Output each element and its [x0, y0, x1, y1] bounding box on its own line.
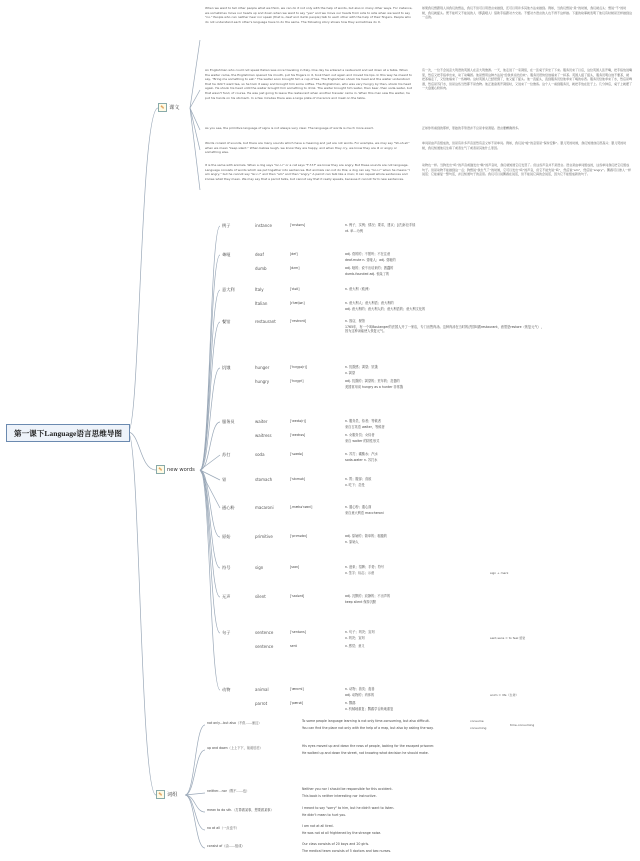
word-phonetic: [ˌmækəˈrəʊni] — [290, 505, 313, 509]
word-chinese: 聋哑 — [222, 252, 231, 257]
paragraph-en-5: It is the same with animals. When a dog says "Gr-r-r" or a cat says "F-f-f-f" we know they are angry. But these sounds are not language. Language consists of words which we put together into sentences. But animals can not do this; a dog can say "Gr-r-r" when he means "I am angry," but he cannot say "Gr-r-r" and then "am" and then "angry." A parrot can talk like a man; it can repeat whole sentences and knows what they mean. We may say that a parrot talks, but cannot say that it really speaks, because it cannot form new sentences. — [205, 163, 410, 181]
phrase-example-2: You can find the place not only with the help of a map, but also by asking the way. — [302, 726, 434, 730]
word-sub-2: adj. 意大利的；意大利人的；意大利语的；意大利文化的 — [345, 307, 426, 311]
phrase-extra-3: time-consuming — [510, 723, 535, 727]
phrase-example-1: Our class consists of 20 boys and 20 girls. — [302, 842, 370, 846]
word-phonetic-2: [ˈweɪtrəs] — [290, 433, 306, 437]
phrase-title: no at all（一点也不） — [207, 826, 240, 830]
word-meaning: n. 例子，实例；情况；要求，建议；[法]诉讼手续 — [345, 223, 416, 227]
word-extra: sent,sens = to feel 感觉 — [490, 636, 526, 640]
pencil-icon: ✎ — [156, 465, 165, 474]
word-english: instance — [255, 223, 272, 228]
word-english: soda — [255, 452, 265, 457]
word-sub: adj. 动物的；肉体的 — [345, 693, 375, 697]
word-english-2: sentence — [255, 644, 274, 649]
branch-new-words-label: new words — [167, 466, 195, 473]
word-english: primitive — [255, 534, 273, 539]
phrase-extra-2: consuming — [470, 726, 487, 730]
word-english: hunger — [255, 365, 270, 370]
phrase-example-1: I am not at all tired. — [302, 824, 334, 828]
branch-new-words — [156, 465, 195, 474]
word-meaning: adj. 沉默的；寂静的；不出声的 — [345, 594, 391, 598]
word-phonetic: [ˈhʌŋɡə(r)] — [290, 365, 308, 369]
word-english: sign — [255, 565, 264, 570]
phrase-example-2: This book is neither interesting nor instructive. — [302, 794, 377, 798]
word-meaning-2: adj. 哑的；说不出话来的；愚蠢的 — [345, 266, 394, 270]
word-meaning: n. 苏打；碳酸水；汽水 — [345, 452, 378, 456]
word-sub-2: 美国常用词 hungry as a hunter 非常饿 — [345, 385, 403, 389]
word-sub-2: 来自 waiter 的阴性形式 — [345, 439, 380, 443]
word-chinese: 原始 — [222, 534, 231, 539]
word-meaning: adj. 原始的；简单的；粗糙的 — [345, 534, 387, 538]
word-english: silent — [255, 594, 266, 599]
word-meaning: n. 迹象；招牌；手势；符号 — [345, 565, 385, 569]
phrase-title: not only…but also（不但……而且） — [207, 721, 262, 725]
word-english: deaf — [255, 252, 264, 257]
word-chinese: 意大利 — [222, 287, 235, 292]
phrase-title: consist of（由……组成） — [207, 844, 245, 848]
word-phonetic: [saɪn] — [290, 565, 300, 569]
word-phonetic: [ˈɪtəli] — [290, 287, 300, 291]
word-english: restaurant — [255, 319, 276, 324]
branch-text-label: 课文 — [169, 105, 180, 111]
word-english: waiter — [255, 419, 268, 424]
phrase-title: up and down（上上下下，前前后后） — [207, 746, 263, 750]
word-phonetic-2: sent — [290, 644, 297, 648]
pencil-icon: ✎ — [156, 790, 165, 799]
word-meaning: adj. 聋的的；不愿听；不在注意 — [345, 252, 391, 256]
word-sub: v. 签字；标志；示意 — [345, 571, 375, 575]
word-phonetic: [ˈsentəns] — [290, 630, 306, 634]
word-meaning: n. 句子；判决；宣判 — [345, 630, 375, 634]
word-sub: soda-water n. 苏打水 — [345, 458, 378, 462]
word-chinese: 饥饿 — [222, 365, 231, 370]
word-phonetic: [ˈsaɪlənt] — [290, 594, 305, 598]
word-meaning: n. 胃；腹部；食欲 — [345, 477, 372, 481]
word-meaning: n. 动物；兽类；禽兽 — [345, 687, 375, 691]
word-chinese: 句子 — [222, 630, 231, 635]
branch-phrases-label: 词组 — [167, 792, 178, 798]
word-sub: 1765年，有一个叫Boulanger的法国人开了一家店，专门出售肉汤。这种肉汤在当时的法国叫做restaurant，意思是restore（恢复元气），因为这种汤能使人恢复元气。 — [345, 325, 544, 334]
phrase-example-2: He was not at all frightened by the strange noise. — [302, 831, 382, 835]
word-english-2: parrot — [255, 701, 268, 706]
phrase-example-1: Neither you nor I should be responsible for this accident. — [302, 787, 393, 791]
word-phonetic-2: [ˈpærət] — [290, 701, 304, 705]
word-sub: 来自古英语 waiter，等候者 — [345, 425, 385, 429]
word-english: stomach — [255, 477, 273, 482]
word-english-2: hungry — [255, 379, 270, 384]
word-meaning-2: v. 感觉；意义 — [345, 644, 365, 648]
paragraph-en-2: An Englishman who could not speak Italian was once traveling in Italy. One day he entered a restaurant and sat down at a table. When the waiter came, the Englishman opened his mouth, put his fingers in it, took them out again and moved his lips. In this way he meant to say, "Bring me something to eat." The waiter soon brought him a cup of tea. The Englishman shook his head and the waiter understood that he didn't want tea, so he took it away and brought him some coffee. The Englishman, who was very hungry by then, shook his head again. He shook his head until the waiter brought him something to drink. The waiter brought him water, then beer, then soda-water, but that wasn't food, of course. He was just going to leave the restaurant when another traveler came in. When this man saw the waiter, he put his hands on his stomach. In a few minutes there was a large plate of macaroni and meat on the table. — [205, 68, 413, 100]
word-chinese: 例子 — [222, 223, 231, 228]
paragraph-en-3: As you see, the primitive language of signs is not always very clear. The language of words is much more exact. — [205, 126, 374, 130]
word-english: Italy — [255, 287, 264, 292]
word-meaning-2: adj. 饥饿的；渴望的；荒年的；贪婪的 — [345, 379, 400, 383]
word-phonetic: [ˈrestrɒnt] — [290, 319, 307, 323]
word-chinese: 通心粉 — [222, 505, 235, 510]
word-english-2: Italian — [255, 301, 268, 306]
word-meaning: n. 服务员，侍者；等候者 — [345, 419, 381, 423]
word-extra: anim = life（生命） — [490, 693, 519, 697]
paragraph-cn-2: 有一次，一位不会说意大利语的英国人在意大利旅游。一天，他走进了一家餐馆，在一张桌子旁坐了下来。服务员来了以后，这位英国人张开嘴，把手指放进嘴里，然后又把手指拿出来，动了动嘴唇。他是想用这种方法说“给我拿点吃的来”。服务员很快给他端来了一杯茶。英国人摇了摇头，服务员明白他不要茶，就把茶端走了，又给他端来了一些咖啡。这时英国人已经很饿了，他又摇了摇头。他一直摇头，直到服务员给他拿来了喝的东西。服务员给他拿来了水，然后是啤酒，然后是苏打水，但是这些当然都不是食物。他正准备离开餐馆时，又进来了一位旅客。这个人一看到服务员，就把手放在肚子上。几分钟后，桌子上就摆了一大盘通心粉和肉。 — [422, 68, 632, 91]
branch-phrases — [156, 790, 177, 799]
phrase-example-1: To some people language learning is not only time-consuming, but also difficult. — [302, 719, 430, 723]
phrase-example-2: He didn't mean to hurt you. — [302, 813, 347, 817]
branch-text — [158, 103, 179, 112]
root-title: 第一课下Language语言思维导图 — [6, 424, 130, 442]
word-sub: keep silent 保持沉默 — [345, 600, 377, 604]
word-phonetic-2: [ɪˈtæljən] — [290, 301, 305, 305]
phrase-title: mean to do sth.（打算做某事，想要做某事） — [207, 808, 274, 812]
word-meaning: n. 意大利（欧洲） — [345, 287, 372, 291]
word-sub: v. 渴望 — [345, 371, 356, 375]
word-sub-2: v. 机械地重复；鹦鹉学舌般地重复 — [345, 707, 394, 711]
paragraph-cn-5: 动物也一样。当狗发出“呜”的声音或猫发出“嘶”的声音时，我们就知道它们发怒了。但这些声音并不是语言。语言是由单词组成的，这些单词我们把它们组成句子。但是动物不能做到这一点；狗想说“我生气了”的时候，它可以发出“呜”的声音，但它不能先说“呜”，然后说“am”，然后说“angry”。鹦鹉可以像人一样说话；它能重复一整句话，并且知道句子的意思。我们可以说鹦鹉在说话，但不能说它真的会说话，因为它不能组成新的句子。 — [422, 163, 631, 177]
word-chinese: 符号 — [222, 565, 231, 570]
phrase-example-2: The medical team consists of 5 doctors and two nurses. — [302, 849, 392, 853]
phrase-extra-1: consume — [470, 719, 484, 723]
word-english: macaroni — [255, 505, 274, 510]
word-sub: deaf-mute n. 聋哑人；adj. 聋哑的 — [345, 258, 396, 262]
word-chinese: 餐馆 — [222, 319, 231, 324]
word-english: animal — [255, 687, 269, 692]
word-meaning-2: n. 鹦鹉 — [345, 701, 356, 705]
word-meaning: n. 饭店，餐馆 — [345, 319, 365, 323]
word-chinese: 服务员 — [222, 419, 235, 424]
word-sub: 来自意大利语 maccheroni — [345, 511, 384, 515]
word-sub: n. 原始人 — [345, 540, 359, 544]
word-extra: sign + mark — [490, 571, 509, 575]
word-chinese: 胃 — [222, 477, 227, 482]
word-phonetic: [ˈweɪtə(r)] — [290, 419, 307, 423]
word-sub: v. 吃下；忍受 — [345, 483, 365, 487]
word-phonetic: [ˈɪnstəns] — [290, 223, 306, 227]
phrase-example-2: He walked up and down the street, not knowing what decision he should make. — [302, 751, 429, 755]
word-chinese: 无声 — [222, 594, 231, 599]
word-english: sentence — [255, 630, 274, 635]
word-sub: v. 判决；宣判 — [345, 636, 365, 640]
word-meaning: n. 通心粉；通心面 — [345, 505, 372, 509]
word-phonetic-2: [dʌm] — [290, 266, 300, 270]
phrase-title: neither…nor（既不……也） — [207, 789, 250, 793]
word-phonetic: [ˈænɪml] — [290, 687, 304, 691]
paragraph-en-1: When we want to tell other people what we think, we can do it not only with the help of words, but also in many other ways. For instance, we sometimes move our heads up and down when we want to say "yes" and we move our heads from side to side when we want to say "no." People who can neither hear nor speak (that is, deaf and dumb people) talk to each other with the help of their fingers. People who do not understand each other's language have to do the same. The following story shows how they sometimes do it. — [205, 6, 413, 24]
phrase-example-1: I meant to say "sorry" to him, but he didn't want to listen. — [302, 806, 395, 810]
phrase-example-1: His eyes moved up and down the rows of people, looking for the escaped prisoner. — [302, 744, 435, 748]
word-phonetic: [def] — [290, 252, 298, 256]
word-sub-2: dumb-founded adj. 惊呆了的 — [345, 272, 390, 276]
paragraph-cn-4: 单词是由声音组成的，但是有许多声音虽然有意义却不是单词。例如，我们说“嘘”的意思是“保持安静”。婴儿笑的时候，我们知道他们很高兴；婴儿哭的时候，我们知道他们生病了或者生气了或者是其他什么原因。 — [422, 141, 627, 150]
pencil-icon: ✎ — [158, 103, 167, 112]
word-meaning-2: n. 女服务员；女侍者 — [345, 433, 375, 437]
word-chinese: 动物 — [222, 687, 231, 692]
word-phonetic: [ˈprɪmətɪv] — [290, 534, 308, 538]
paragraph-cn-3: 正如你所看到的那样，原始的手势语并不总是非常清楚。语言要精确得多。 — [422, 126, 522, 130]
word-sub: vt. 举…为例 — [345, 229, 363, 233]
word-english-2: waitress — [255, 433, 272, 438]
word-chinese: 苏打 — [222, 452, 231, 457]
paragraph-en-4: Words consist of sounds, but there are many sounds which have a meaning and yet are not words. For example, we may say "Sh-sh-sh" when we mean "keep silent." When babies laugh, we know they are happy, and when they cry, we know they are ill or angry or something else. — [205, 141, 410, 155]
word-phonetic-2: [ˈhʌŋɡri] — [290, 379, 304, 383]
word-english-2: dumb — [255, 266, 267, 271]
word-meaning: n. 饥饿感；渴望；饥饿 — [345, 365, 378, 369]
word-meaning-2: n. 意大利人；意大利语；意大利的 — [345, 301, 394, 305]
word-phonetic: [ˈstʌmək] — [290, 477, 306, 481]
paragraph-cn-1: 如果我们想跟别人讲我们的想法，我们不但可以用语言来做到，还可以用许多其他方法来做到。例如，当我们想说“是”的时候，我们就点头；想说“不”的时候，我们就摇头。既不能听又不能说的人（即聋哑人）借助手指跟对方交谈。不懂对方语言的人也不得不这样做。下面的故事就表明了他们有时候是怎样做到这一点的。 — [422, 6, 632, 20]
word-phonetic: [ˈsəʊdə] — [290, 452, 303, 456]
